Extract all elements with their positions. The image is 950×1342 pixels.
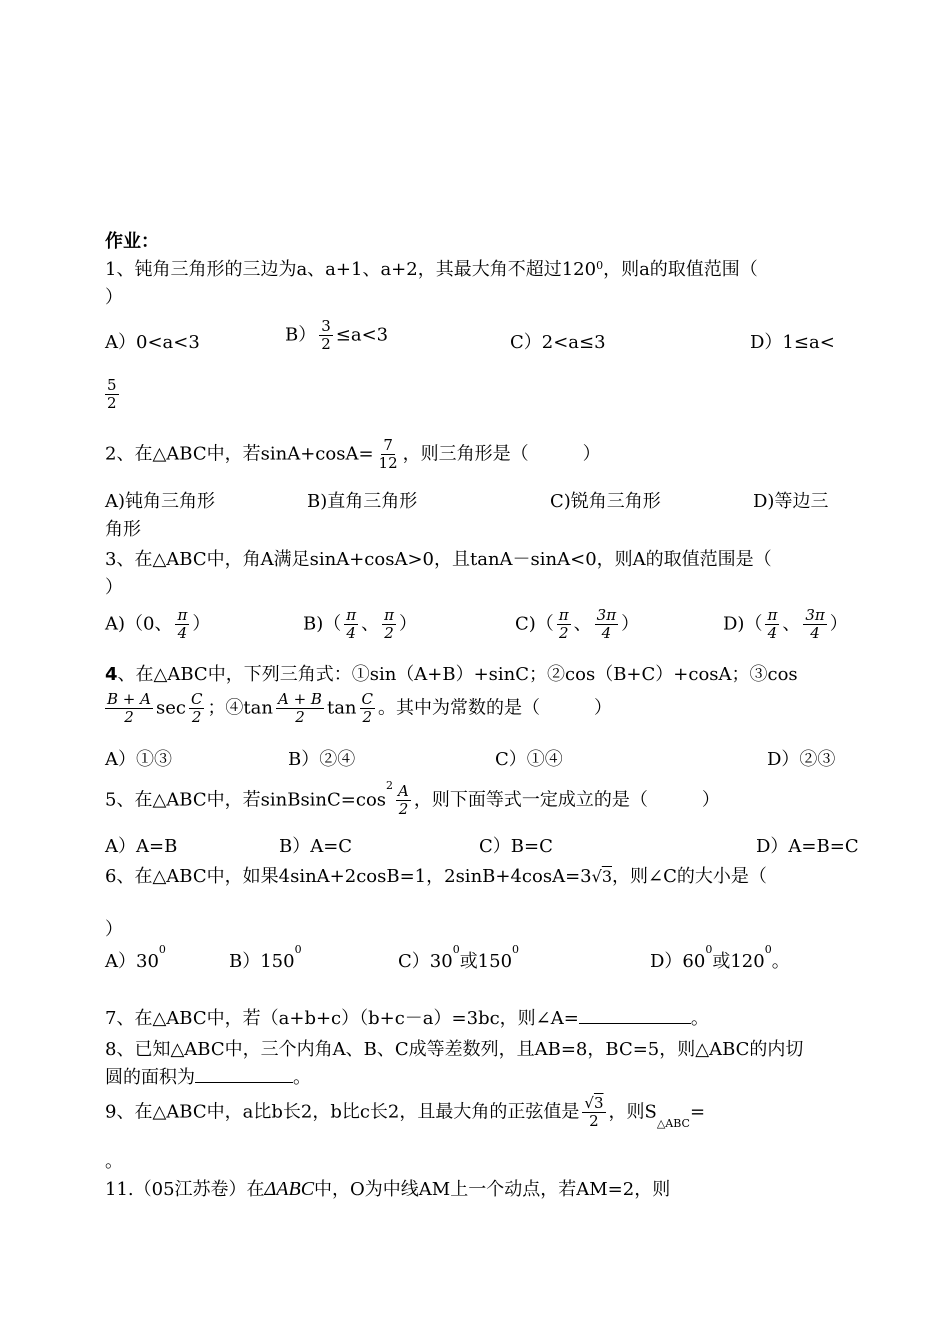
q2-option-a: A)钝角三角形 — [105, 491, 216, 512]
question-6-cont: ） — [105, 919, 123, 940]
q4-option-d: D）②③ — [767, 749, 836, 770]
q6-option-a: $A)30^0$ — [105, 943, 166, 972]
question-4-cont: $\frac{B + A}{2}$ sec $\frac{C}{2}$ ；④tan $\frac{A + B}{2}$ tan $\frac{C}{2}$ 。其中为常数的是（ ） — [107, 690, 613, 726]
q1-option-b: B） $\frac{3}{2}$ ≤a<3 — [285, 317, 389, 353]
q5-option-a: A）A=B — [105, 836, 178, 857]
question-8: 8、已知△ABC中，三个内角A、B、C成等差数列，且AB=8，BC=5，则△ABC的内切 — [105, 1039, 804, 1060]
q5-option-d: D）A=B=C — [756, 836, 859, 857]
q2-option-b: B)直角三角形 — [307, 491, 418, 512]
question-3: 3、在△ABC中，角A满足sinA+cosA>0，且tanA－sinA<0，则A的取值范围是（ — [105, 549, 772, 570]
question-8-cont: 圆的面积为 。 — [105, 1063, 311, 1089]
q4-option-a: A）①③ — [105, 749, 172, 770]
q1-option-c: C）2<a≤3 — [510, 332, 606, 353]
q6-option-b: $B)150^0$ — [229, 943, 302, 972]
q2-option-d-cont: 角形 — [105, 519, 141, 540]
q3-option-d: D)（ $\frac{\pi}{4}$ 、 $\frac{3\pi}{4}$ ） — [723, 606, 848, 642]
q2-option-d: D)等边三 — [753, 491, 829, 512]
q5-option-c: C）B=C — [479, 836, 553, 857]
q3-option-a: A)（0、 $\frac{\pi}{4}$ ） — [105, 606, 211, 642]
q3-option-c: C)（ $\frac{\pi}{2}$ 、 $\frac{3\pi}{4}$ ） — [515, 606, 640, 642]
q4-option-b: B）②④ — [288, 749, 356, 770]
q1-option-a: A）0<a<3 — [105, 332, 200, 353]
question-1-cont: ） — [105, 287, 123, 308]
question-1: 1、钝角三角形的三边为a、a+1、a+2，其最大角不超过$120^0$，则a的取值范围（ — [105, 259, 758, 280]
homework-title: 作业： — [105, 231, 159, 252]
q1-option-d-frac: $\frac{5}{2}$ — [107, 376, 117, 412]
q8-answer-blank[interactable] — [195, 1064, 293, 1083]
question-4: 4、在△ABC中，下列三角式：①sin（A+B）+sinC；②cos（B+C）+cosA；③cos — [105, 664, 798, 685]
question-3-cont: ） — [105, 577, 123, 598]
q3-option-b: B)（ $\frac{\pi}{4}$ 、 $\frac{\pi}{2}$ ） — [303, 606, 417, 642]
q5-option-b: B）A=C — [279, 836, 353, 857]
question-6: 6、在△ABC中，如果4sinA+2cosB=1，2sinB+4cosA=3√3，则∠C的大小是（ — [105, 866, 767, 887]
q6-option-d: $D)60^0$或$120^0$。 — [650, 943, 790, 972]
question-7: 7、在△ABC中，若（a+b+c）（b+c－a）=3bc，则∠A= 。 — [105, 1004, 709, 1030]
q7-answer-blank[interactable] — [579, 1005, 691, 1024]
q4-option-c: C）①④ — [495, 749, 563, 770]
q2-option-c: C)锐角三角形 — [550, 491, 661, 512]
q6-option-c: $C)30^0$或$150^0$ — [398, 943, 520, 972]
question-5: 5、在△ABC中，若$sinBsinC=\cos^2$ $\frac{A}{2}$ ，则下面等式一定成立的是（ ） — [105, 779, 720, 818]
question-9: 9、在△ABC中，a比b长2，b比c长2，且最大角的正弦值是 $\frac{√3}{2}$ ，则S△ABC= — [105, 1094, 706, 1130]
question-11: 11.（05江苏卷）在ΔABC中，O为中线AM上一个动点，若AM=2，则 — [105, 1178, 671, 1200]
q1-option-d: D）1≤a< — [750, 332, 835, 353]
question-9-cont: 。 — [105, 1151, 123, 1172]
question-2: 2、在△ABC中，若sinA+cosA= $\frac{7}{12}$ ，则三角形是（ ） — [105, 436, 601, 472]
